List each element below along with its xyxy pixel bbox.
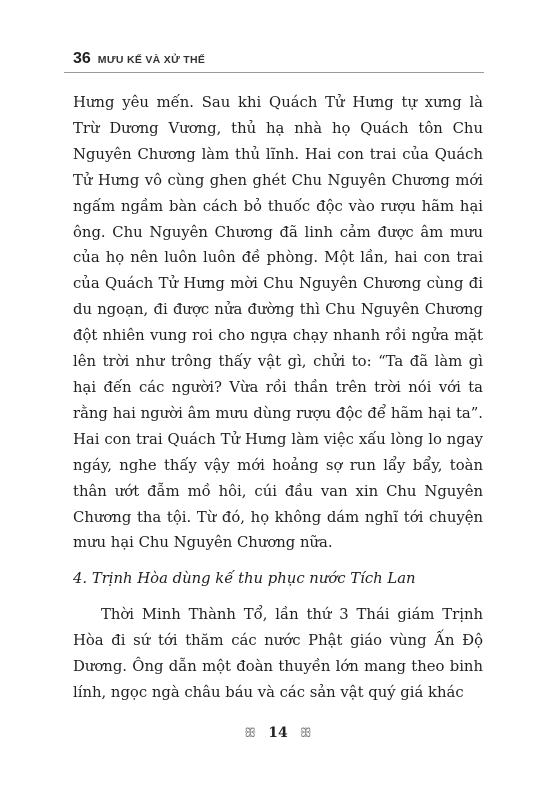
footer-page-number: 14 [268, 725, 288, 741]
running-header [73, 50, 205, 68]
right-ornament-icon: ꕥ [299, 725, 312, 741]
page-footer [0, 725, 556, 741]
header-divider [64, 72, 484, 73]
left-ornament-icon: ꕥ [244, 725, 257, 741]
book-title: MƯU KẾ VÀ XỬ THẾ [97, 54, 206, 66]
page-body [73, 90, 483, 706]
header-page-number: 36 [73, 50, 91, 67]
section-heading: 4. Trịnh Hòa dùng kế thu phục nước Tích Lan [73, 570, 416, 588]
paragraph-2: Thời Minh Thành Tổ, lần thứ 3 Thái giám Trịnh Hòa đi sứ tới thăm các nước Phật giáo vùng Ấn Độ Dương. Ông dẫn một đoàn thuyền lớn mang theo binh lính, ngọc ngà châu báu và các sản vật quý giá khác [73, 606, 483, 701]
paragraph-1: Hưng yêu mến. Sau khi Quách Tử Hưng tự xưng là Trừ Dương Vương, thủ hạ nhà họ Quách tôn Chu Nguyên Chương làm thủ lĩnh. Hai con trai của Quách Tử Hưng vô cùng ghen ghét Chu Nguyên Chương mới ngấm ngầm bàn cách bỏ thuốc độc vào rượu hãm hại ông. Chu Nguyên Chương đã linh cảm được âm mưu của họ nên luôn luôn đề phòng. Một lần, hai con trai của Quách Tử Hưng mời Chu Nguyên Chương cùng đi du ngoạn, đi được nửa đường thì Chu Nguyên Chương đột nhiên vung roi cho ngựa chạy nhanh rồi ngửa mặt lên trời như trông thấy vật gì, chửi to: “Ta đã làm gì hại đến các người? Vừa rồi thần trên trời nói với ta rằng hai người âm mưu dùng rượu độc để hãm hại ta”. Hai con trai Quách Tử Hưng làm việc xấu lòng lo ngay ngáy, nghe thấy vậy mới hoảng sợ run lẩy bẩy, toàn thân ướt đẫm mồ hôi, cúi đầu van xin Chu Nguyên Chương tha tội. Từ đó, họ không dám nghĩ tới chuyện mưu hại Chu Nguyên Chương nữa. [73, 94, 483, 552]
